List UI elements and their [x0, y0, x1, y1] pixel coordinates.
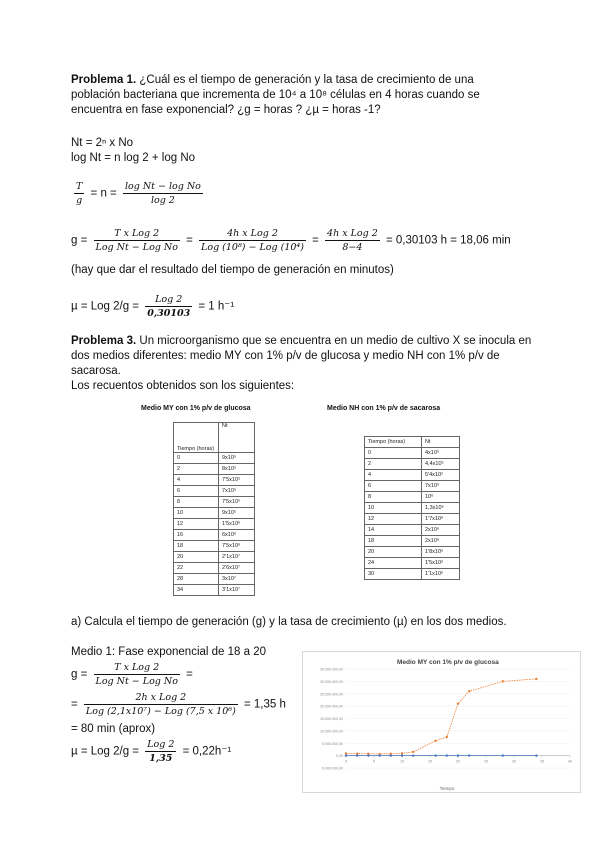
g2-numerator: 4h x Log 2: [199, 227, 306, 241]
medio1-mu-numerator: Log 2: [147, 739, 175, 750]
cell-time: 8: [365, 492, 422, 503]
medio1-formula-g2: [71, 691, 286, 718]
y-tick-label: 10.000.000,00: [320, 729, 343, 734]
y-tick-label: 25.000.000,00: [320, 692, 343, 697]
formula-log: log Nt = n log 2 + log No: [71, 152, 196, 164]
table-row: [365, 492, 460, 503]
data-point: [468, 690, 470, 692]
cell-nt: 10⁶: [422, 492, 460, 503]
formula-tg: [71, 180, 206, 207]
cell-nt: 2'1x10⁷: [219, 552, 255, 563]
table-header-nt: Nt: [422, 437, 460, 448]
table-row: [174, 585, 255, 596]
x-tick-label: 15: [428, 759, 432, 764]
problem1-text: [71, 73, 541, 118]
y-tick-label: 35.000.000,00: [320, 667, 343, 672]
problem3-line2: dos medios diferentes: medio MY con 1% p/v de glucosa y medio NH con 1% p/v de: [71, 350, 500, 362]
cell-time: 20: [365, 547, 422, 558]
cell-nt: 1'1x10⁶: [422, 569, 460, 580]
cell-nt: 3'1x10⁷: [219, 585, 255, 596]
table-my: [173, 422, 255, 596]
data-point: [502, 680, 504, 682]
table-nh: [364, 436, 460, 580]
data-point: [468, 754, 470, 756]
data-point: [446, 754, 448, 756]
mu-result: = 1 h⁻¹: [198, 300, 235, 313]
cell-time: 8: [174, 497, 219, 508]
problem3-text: [71, 334, 541, 394]
cell-time: 18: [365, 536, 422, 547]
medio1-formula-g: [71, 661, 193, 688]
table-row: [365, 558, 460, 569]
data-point: [446, 736, 448, 738]
data-point: [412, 751, 414, 753]
data-point: [434, 754, 436, 756]
cell-nt: 1'5x10⁶: [422, 558, 460, 569]
cell-nt: 2x10⁶: [422, 536, 460, 547]
table-row: [174, 519, 255, 530]
problem1-heading: Problema 1.: [71, 74, 137, 86]
problem1-line3: encuentra en fase exponencial? ¿g = horas ? ¿µ = horas -1?: [71, 104, 381, 116]
formula-g: g = $\frac{\text{T x Log 2}}{\text{Log Nt − Log No}}$ = $\frac{\text{4h x Log 2}}{\text{Log (10⁸) − Log (10⁴)}}$ = $\frac{\text{4h x Log 2}}{8-4}$ = 0,30103 h = 18,06 min: [71, 228, 511, 253]
cell-nt: 1,3x10⁶: [422, 503, 460, 514]
data-point: [356, 754, 358, 756]
cell-time: 20: [174, 552, 219, 563]
cell-time: 6: [174, 486, 219, 497]
data-point: [457, 702, 459, 704]
medio1-formula-mu: [71, 738, 231, 765]
tg-mid: = n =: [90, 187, 117, 200]
cell-time: 10: [365, 503, 422, 514]
table-row: [365, 503, 460, 514]
medio1-minutes: = 80 min (aprox): [71, 723, 156, 735]
table-header-row: [365, 437, 460, 448]
y-tick-label: 15.000.000,00: [320, 717, 343, 721]
cell-nt: 7'5x10⁵: [219, 475, 255, 486]
cell-nt: 5'4x10⁵: [422, 470, 460, 481]
cell-time: 6: [365, 481, 422, 492]
table-row: [174, 541, 255, 552]
x-tick-label: 10: [400, 759, 404, 764]
g3-numerator: 4h x Log 2: [327, 228, 378, 239]
medio1-mu-result: = 0,22h⁻¹: [182, 745, 232, 758]
cell-time: 22: [174, 563, 219, 574]
x-tick-label: 25: [484, 759, 488, 764]
cell-time: 14: [365, 525, 422, 536]
cell-time: 16: [174, 530, 219, 541]
table-header-row: [174, 423, 255, 453]
chart-xlabel: Tiempo: [439, 786, 455, 791]
problem3-line3: sacarosa.: [71, 365, 121, 377]
table-row: [365, 470, 460, 481]
cell-time: 2: [365, 459, 422, 470]
mu-numerator: Log 2: [145, 293, 192, 307]
cell-time: 18: [174, 541, 219, 552]
cell-nt: 2x10⁶: [422, 525, 460, 536]
table-row: [174, 497, 255, 508]
x-tick-label: 35: [540, 759, 544, 764]
formula-mu: [71, 293, 234, 320]
medio1-g1-denominator: Log Nt − Log No: [95, 676, 178, 687]
g-prefix: g =: [71, 234, 88, 247]
cell-nt: 2'6x10⁷: [219, 563, 255, 574]
x-tick-label: 20: [456, 759, 460, 764]
cell-time: 4: [365, 470, 422, 481]
g-result: 0,30103 h = 18,06 min: [395, 234, 511, 247]
problem1-line1: ¿Cuál es el tiempo de generación y la tasa de crecimiento de una: [136, 74, 474, 86]
table-row: [174, 574, 255, 585]
data-point: [367, 754, 369, 756]
data-point: [535, 754, 537, 756]
medio1-g2-denominator: Log (2,1x10⁷) − Log (7,5 x 10⁶): [85, 706, 236, 717]
medio1-mu-denominator: 1,35: [149, 753, 173, 764]
data-point: [502, 754, 504, 756]
table-nh-title: Medio NH con 1% p/v de sacarosa: [327, 405, 441, 412]
table-row: [365, 536, 460, 547]
problem3-line4: Los recuentos obtenidos son los siguientes:: [71, 380, 295, 392]
data-point: [378, 754, 380, 756]
data-point: [390, 754, 392, 756]
g1-denominator: Log Nt − Log No: [95, 242, 178, 253]
cell-time: 30: [365, 569, 422, 580]
note-minutes: (hay que dar el resultado del tiempo de generación en minutos): [71, 264, 394, 276]
cell-nt: 6x10⁶: [219, 530, 255, 541]
data-point: [457, 754, 459, 756]
medio1-title: Medio 1: Fase exponencial de 18 a 20: [71, 646, 266, 658]
data-point: [535, 678, 537, 680]
cell-nt: 1'5x10⁶: [219, 519, 255, 530]
cell-time: 10: [174, 508, 219, 519]
y-tick-label: 0,00: [336, 754, 343, 759]
table-row: [174, 475, 255, 486]
g3-denominator: 8−4: [342, 242, 363, 253]
cell-nt: 7x10⁵: [219, 486, 255, 497]
mu-prefix: µ = Log 2/g =: [71, 300, 140, 313]
y-tick-label: 20.000.000,00: [320, 704, 343, 709]
problem1-line2: población bacteriana que incrementa de 10⁴ a 10⁸ células en 4 horas cuando se: [71, 89, 480, 101]
data-point: [345, 752, 347, 754]
medio1-eq2-prefix: =: [71, 698, 78, 711]
cell-nt: 9x10⁵: [219, 508, 255, 519]
x-tick-label: 5: [373, 759, 375, 764]
table-row: [174, 453, 255, 464]
table-row: [365, 459, 460, 470]
tg-denominator: g: [76, 195, 83, 206]
table-row: [365, 569, 460, 580]
cell-time: 0: [365, 448, 422, 459]
cell-time: 28: [174, 574, 219, 585]
medio1-g2-result: = 1,35 h: [243, 698, 286, 711]
table-row: [365, 525, 460, 536]
table-row: [365, 481, 460, 492]
cell-nt: 1'7x10⁶: [422, 514, 460, 525]
table-row: [174, 508, 255, 519]
y-tick-label: 5.000.000,00: [322, 741, 343, 746]
growth-chart: [302, 651, 581, 793]
y-tick-label: -5.000.000,00: [320, 766, 343, 771]
table-row: [174, 563, 255, 574]
cell-nt: 1'8x10⁶: [422, 547, 460, 558]
table-header-time: Tiempo (horas): [365, 437, 422, 448]
table-row: [174, 530, 255, 541]
cell-nt: 9x10⁵: [219, 453, 255, 464]
medio1-g1-equals: =: [186, 668, 193, 681]
medio1-g1-numerator: T x Log 2: [94, 661, 180, 675]
table-row: [365, 547, 460, 558]
cell-nt: 4,4x10⁵: [422, 459, 460, 470]
cell-time: 0: [174, 453, 219, 464]
formula-nt: Nt = 2ⁿ x No: [71, 137, 134, 149]
question-a: a) Calcula el tiempo de generación (g) y la tasa de crecimiento (µ) en los dos medios.: [71, 616, 507, 628]
cell-nt: 7'5x10⁶: [219, 541, 255, 552]
table-row: [365, 448, 460, 459]
x-tick-label: 30: [512, 759, 516, 764]
mu-denominator: 0,30103: [147, 308, 191, 319]
g1-numerator: T x Log 2: [94, 227, 180, 241]
data-point: [401, 752, 403, 754]
cell-nt: 3x10⁷: [219, 574, 255, 585]
chart-title: Medio MY con 1% p/v de glucosa: [397, 659, 499, 666]
cell-time: 2: [174, 464, 219, 475]
table-header-time: Tiempo (horas): [174, 423, 219, 453]
medio1-g2-numerator: 2h x Log 2: [84, 691, 238, 705]
cell-time: 4: [174, 475, 219, 486]
cell-time: 34: [174, 585, 219, 596]
data-point: [401, 754, 403, 756]
cell-nt: 7x10⁵: [422, 481, 460, 492]
tg-right-denominator: log 2: [150, 195, 175, 206]
cell-time: 24: [365, 558, 422, 569]
table-row: [174, 464, 255, 475]
medio1-g-prefix: g =: [71, 668, 88, 681]
table-row: [365, 514, 460, 525]
cell-nt: 4x10⁵: [422, 448, 460, 459]
cell-nt: 7'5x10⁵: [219, 497, 255, 508]
problem3-heading: Problema 3.: [71, 335, 137, 347]
table-row: [174, 486, 255, 497]
cell-time: 12: [174, 519, 219, 530]
data-point: [345, 754, 347, 756]
table-my-title: Medio MY con 1% p/v de glucosa: [141, 405, 251, 412]
chart-frame: [303, 652, 581, 793]
tg-numerator: T: [76, 181, 83, 192]
x-tick-label: 40: [568, 759, 572, 764]
table-row: [174, 552, 255, 563]
table-header-nt: Nt: [219, 423, 255, 453]
problem3-line1: Un microorganismo que se encuentra en un medio de cultivo X se inocula en: [136, 335, 532, 347]
data-point: [434, 740, 436, 742]
x-tick-label: 0: [345, 759, 347, 764]
y-tick-label: 30.000.000,00: [320, 679, 343, 684]
cell-nt: 8x10⁵: [219, 464, 255, 475]
data-point: [412, 754, 414, 756]
cell-time: 12: [365, 514, 422, 525]
medio1-mu-prefix: µ = Log 2/g =: [71, 745, 140, 758]
g2-denominator: Log (10⁸) − Log (10⁴): [201, 242, 304, 253]
tg-right-numerator: log Nt − log No: [124, 181, 201, 192]
